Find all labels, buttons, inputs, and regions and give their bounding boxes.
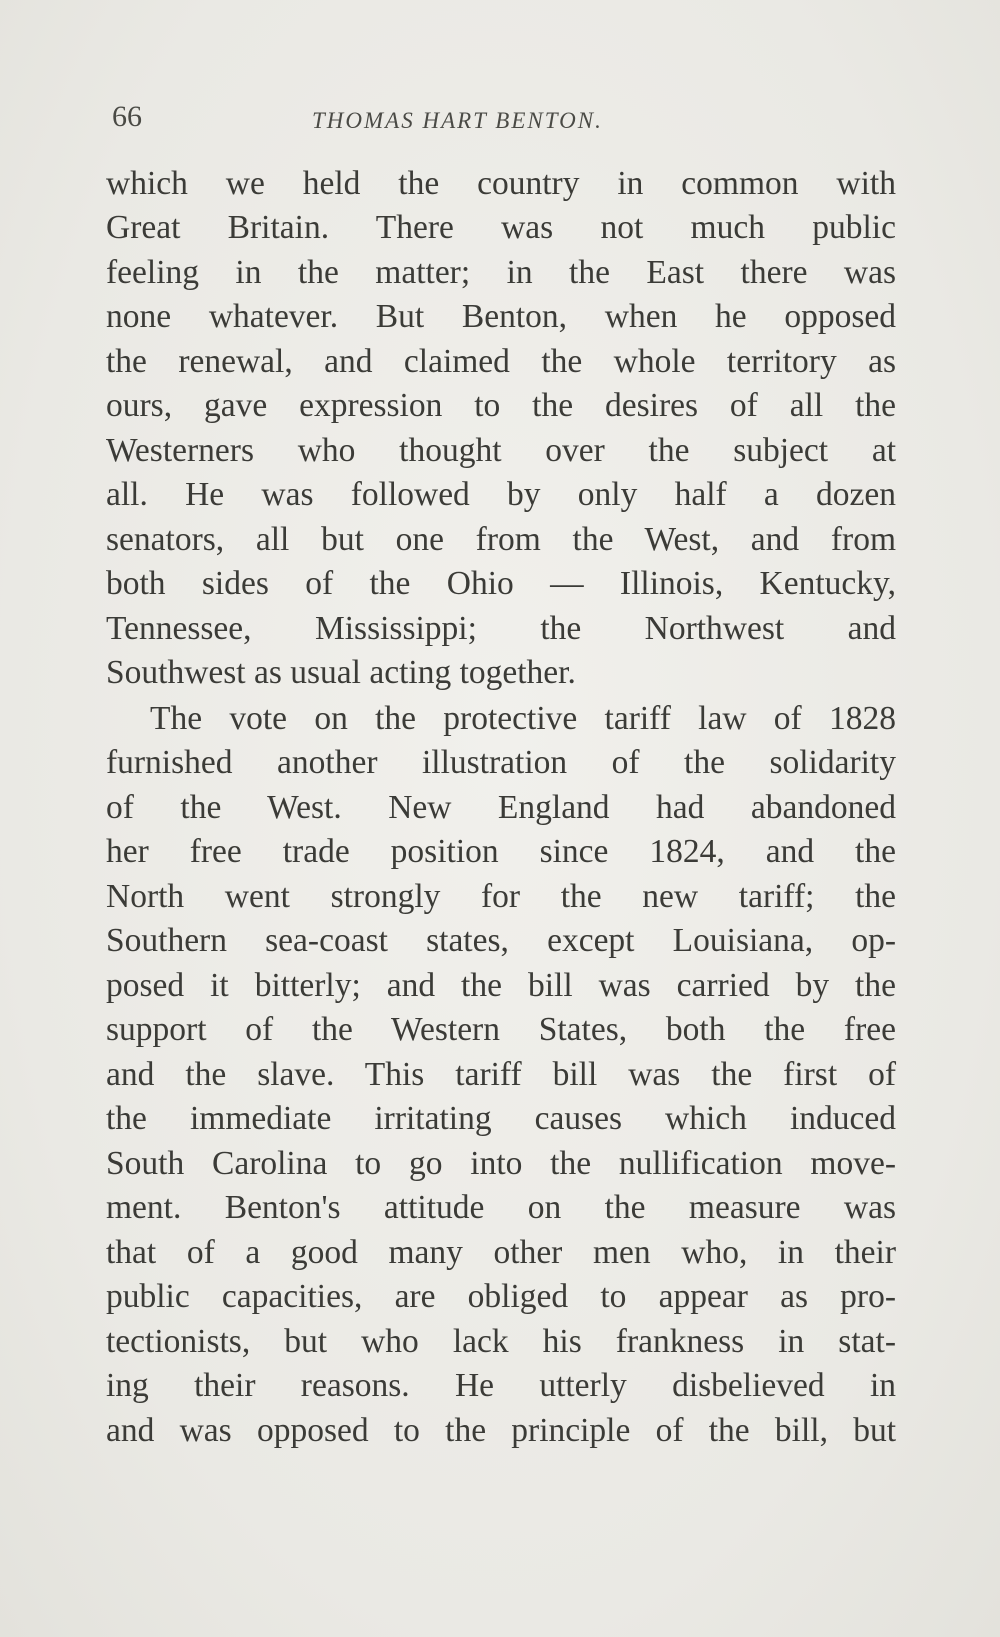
text-line: furnished another illustration of the solidarity — [106, 744, 896, 781]
text-line: and was opposed to the principle of the bill, but — [106, 1412, 896, 1449]
text-line: none whatever. But Benton, when he opposed — [106, 298, 896, 335]
text-line: support of the Western States, both the free — [106, 1011, 896, 1048]
text-line: both sides of the Ohio — Illinois, Kentucky, — [106, 565, 896, 602]
text-line: public capacities, are obliged to appear as pro- — [106, 1278, 896, 1315]
text-line: posed it bitterly; and the bill was carried by the — [106, 967, 896, 1004]
text-line: feeling in the matter; in the East there was — [106, 254, 896, 291]
text-line: the renewal, and claimed the whole territory as — [106, 343, 896, 380]
text-line: senators, all but one from the West, and from — [106, 521, 896, 558]
text-line: Southwest as usual acting together. — [106, 654, 576, 691]
text-line: Westerners who thought over the subject at — [106, 432, 896, 469]
text-line: and the slave. This tariff bill was the first of — [106, 1056, 896, 1093]
running-title: THOMAS HART BENTON. — [312, 108, 603, 133]
text-line: Southern sea-coast states, except Louisiana, op- — [106, 922, 896, 959]
text-line: ours, gave expression to the desires of all the — [106, 387, 896, 424]
text-line: The vote on the protective tariff law of 1828 — [150, 700, 896, 737]
text-line: Great Britain. There was not much public — [106, 209, 896, 246]
text-line: ing their reasons. He utterly disbelieved in — [106, 1367, 896, 1404]
text-line: Tennessee, Mississippi; the Northwest and — [106, 610, 896, 647]
page-number: 66 — [112, 100, 142, 133]
text-line: of the West. New England had abandoned — [106, 789, 896, 826]
text-line: the immediate irritating causes which induced — [106, 1100, 896, 1137]
text-line: South Carolina to go into the nullification move- — [106, 1145, 896, 1182]
text-line: North went strongly for the new tariff; the — [106, 878, 896, 915]
running-head — [112, 100, 700, 140]
text-line: her free trade position since 1824, and the — [106, 833, 896, 870]
text-line: all. He was followed by only half a dozen — [106, 476, 896, 513]
text-line: ment. Benton's attitude on the measure was — [106, 1189, 896, 1226]
text-line: that of a good many other men who, in their — [106, 1234, 896, 1271]
text-line: which we held the country in common with — [106, 165, 896, 202]
text-line: tectionists, but who lack his frankness in stat- — [106, 1323, 896, 1360]
